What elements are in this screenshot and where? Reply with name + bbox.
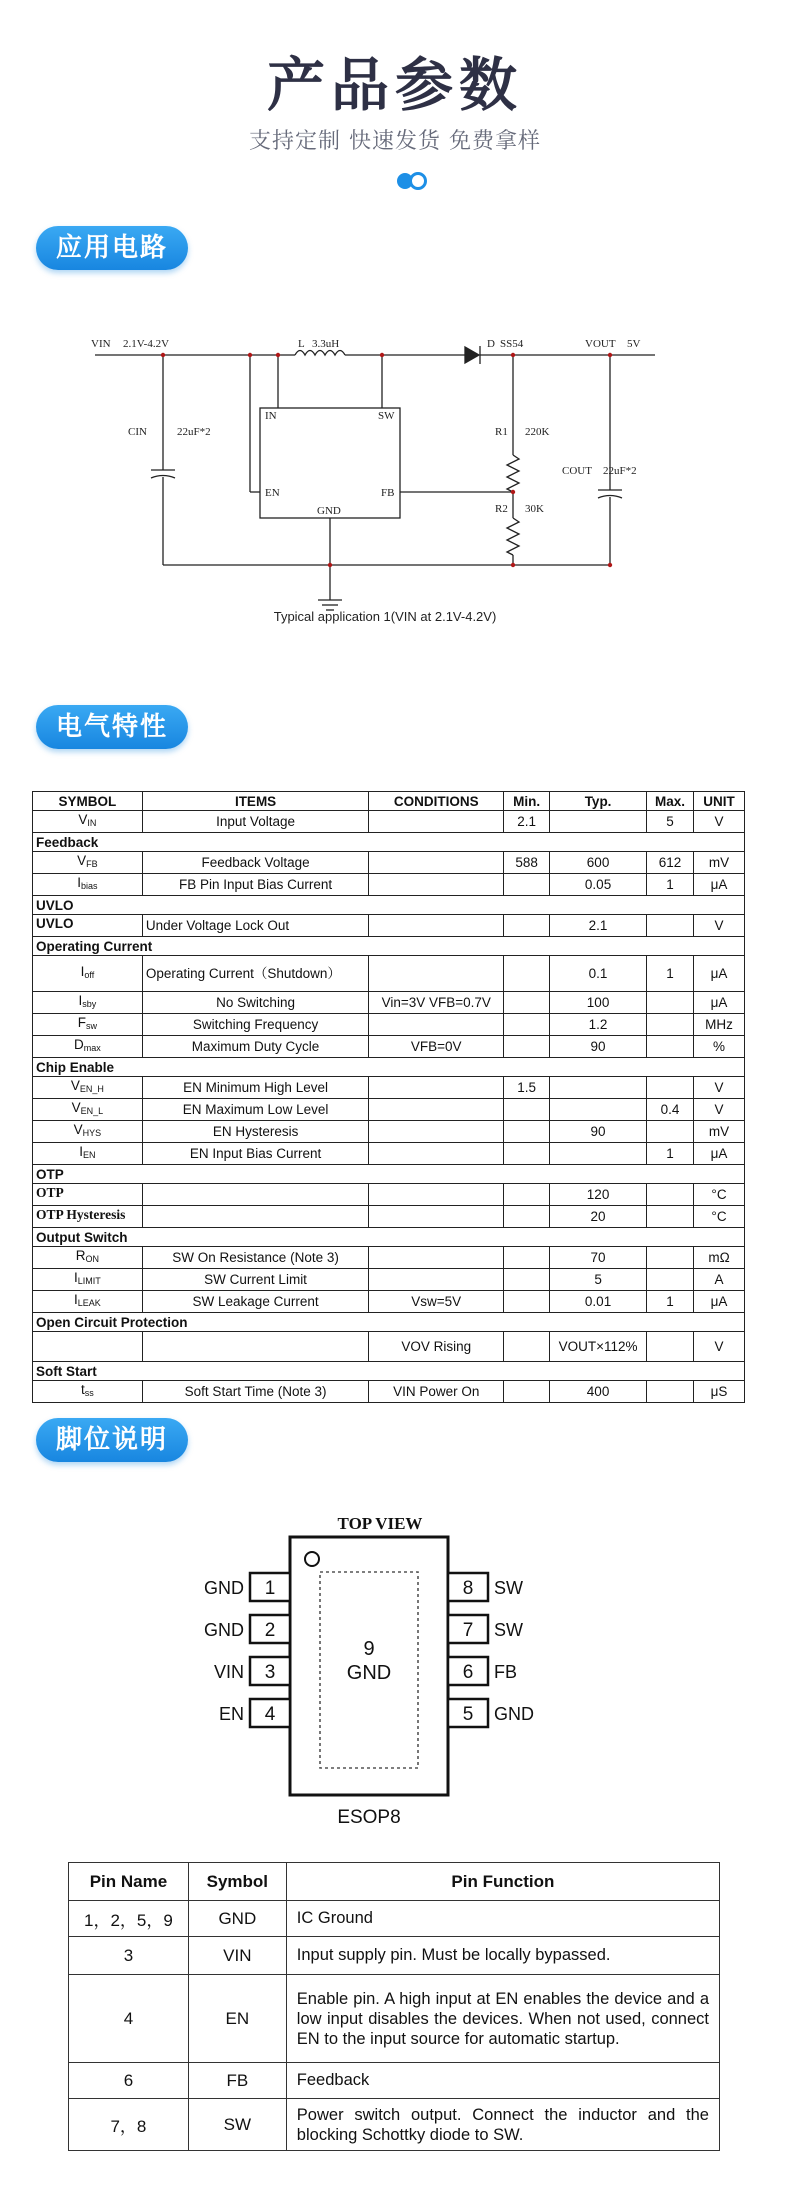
spec-row	[33, 1291, 745, 1313]
spec-min	[504, 1291, 550, 1313]
spec-symbol-main: F	[77, 1015, 87, 1030]
spec-typ	[550, 811, 647, 833]
spec-group-row	[33, 833, 745, 852]
decorative-dots	[397, 172, 433, 190]
spec-max: 612	[647, 852, 694, 874]
spec-symbol-main: R	[75, 1248, 86, 1263]
pin-name: GND	[204, 1620, 244, 1640]
spec-group-label: Feedback	[33, 833, 745, 852]
pin-name: VIN	[213, 1662, 244, 1682]
spec-symbol-sub: LEAK	[77, 1298, 101, 1308]
spec-group-row	[33, 1165, 745, 1184]
pin-name-cell: 4	[69, 1975, 189, 2063]
spec-cond	[369, 1099, 504, 1121]
electrical-spec-table	[32, 791, 745, 1403]
spec-symbol	[33, 915, 143, 937]
spec-max	[647, 915, 694, 937]
spec-item: No Switching	[142, 992, 368, 1014]
spec-symbol	[33, 992, 143, 1014]
col-pin-name: Pin Name	[69, 1863, 189, 1901]
spec-item: Under Voltage Lock Out	[142, 915, 368, 937]
spec-item: EN Input Bias Current	[142, 1143, 368, 1165]
pin-row	[69, 2063, 720, 2099]
spec-symbol	[33, 1036, 143, 1058]
pin-row	[69, 2099, 720, 2151]
spec-unit: V	[694, 1077, 745, 1099]
spec-min	[504, 1269, 550, 1291]
pin-number: 3	[264, 1662, 276, 1683]
spec-unit: %	[694, 1036, 745, 1058]
spec-group-row	[33, 1228, 745, 1247]
spec-min: 588	[504, 852, 550, 874]
spec-symbol-main: V	[73, 1122, 83, 1137]
spec-max	[647, 1121, 694, 1143]
spec-symbol	[33, 1269, 143, 1291]
spec-symbol-sub: sw	[86, 1021, 98, 1031]
spec-group-row	[33, 1362, 745, 1381]
spec-unit: V	[694, 811, 745, 833]
spec-symbol-sub: EN_L	[80, 1106, 104, 1116]
spec-group-label: Chip Enable	[33, 1058, 745, 1077]
spec-min	[504, 1099, 550, 1121]
spec-symbol	[33, 811, 143, 833]
spec-group-row	[33, 937, 745, 956]
spec-item	[142, 1206, 368, 1228]
spec-max	[647, 1247, 694, 1269]
spec-group-label: Soft Start	[33, 1362, 745, 1381]
application-circuit-diagram	[91, 320, 695, 620]
cout-label: COUT	[562, 465, 592, 477]
spec-row	[33, 874, 745, 896]
col-symbol: SYMBOL	[33, 792, 143, 811]
pin-name: SW	[494, 1578, 523, 1598]
spec-symbol-sub: IN	[87, 818, 97, 828]
pin-row	[69, 1975, 720, 2063]
diode-part: SS54	[500, 338, 524, 350]
spec-row	[33, 1247, 745, 1269]
spec-max	[647, 1184, 694, 1206]
col-max: Max.	[647, 792, 694, 811]
spec-item: Operating Current（Shutdown）	[142, 956, 368, 992]
vin-label: VIN	[91, 338, 111, 350]
spec-typ: 90	[550, 1121, 647, 1143]
spec-cond: VOV Rising	[369, 1332, 504, 1362]
spec-unit: °C	[694, 1206, 745, 1228]
spec-symbol	[33, 1206, 143, 1228]
spec-symbol	[33, 1143, 143, 1165]
spec-group-row	[33, 896, 745, 915]
spec-row	[33, 992, 745, 1014]
spec-row	[33, 1143, 745, 1165]
spec-symbol	[33, 956, 143, 992]
pin-row	[69, 1937, 720, 1975]
pin-number: 4	[264, 1704, 276, 1725]
pin-number: 1	[264, 1578, 276, 1599]
pin-row	[69, 1901, 720, 1937]
spec-cond	[369, 1247, 504, 1269]
spec-typ	[550, 1077, 647, 1099]
section-title-pinout: 脚位说明	[36, 1418, 188, 1462]
spec-row	[33, 915, 745, 937]
spec-unit: A	[694, 1269, 745, 1291]
spec-row	[33, 1077, 745, 1099]
col-conditions: CONDITIONS	[369, 792, 504, 811]
page-subtitle: 支持定制 快速发货 免费拿样	[249, 129, 541, 154]
spec-cond	[369, 852, 504, 874]
pin-number: 6	[462, 1662, 474, 1683]
pin-symbol-cell: SW	[188, 2099, 286, 2151]
pin-header-row	[69, 1863, 720, 1901]
spec-min	[504, 1121, 550, 1143]
spec-unit: μA	[694, 992, 745, 1014]
spec-item: SW Current Limit	[142, 1269, 368, 1291]
spec-cond	[369, 1184, 504, 1206]
spec-min	[504, 874, 550, 896]
spec-cond: Vin=3V VFB=0.7V	[369, 992, 504, 1014]
spec-max: 1	[647, 874, 694, 896]
spec-min: 2.1	[504, 811, 550, 833]
ic-pin-en: EN	[265, 487, 280, 499]
spec-min	[504, 1184, 550, 1206]
vin-range: 2.1V-4.2V	[123, 338, 170, 350]
spec-max: 1	[647, 1291, 694, 1313]
spec-unit: μA	[694, 1291, 745, 1313]
spec-symbol-main: V	[70, 1078, 80, 1093]
spec-group-label: Output Switch	[33, 1228, 745, 1247]
spec-symbol-sub: EN	[83, 1150, 96, 1160]
spec-row	[33, 1269, 745, 1291]
spec-max: 0.4	[647, 1099, 694, 1121]
spec-cond	[369, 1206, 504, 1228]
spec-row	[33, 1014, 745, 1036]
spec-typ	[550, 1143, 647, 1165]
spec-unit: MHz	[694, 1014, 745, 1036]
spec-min	[504, 1381, 550, 1403]
spec-typ: 1.2	[550, 1014, 647, 1036]
spec-min	[504, 1143, 550, 1165]
section-title-electrical: 电气特性	[36, 705, 188, 749]
spec-group-row	[33, 1058, 745, 1077]
spec-min	[504, 1206, 550, 1228]
spec-max	[647, 992, 694, 1014]
spec-symbol-sub: bias	[81, 881, 98, 891]
spec-symbol-main: UVLO	[36, 916, 74, 931]
spec-row	[33, 1206, 745, 1228]
spec-symbol	[33, 1291, 143, 1313]
pin-name: GND	[204, 1578, 244, 1598]
diode-label: D	[487, 338, 495, 350]
spec-symbol-main: I	[78, 993, 83, 1008]
spec-symbol-sub: sby	[82, 999, 97, 1009]
spec-symbol-sub: FB	[86, 859, 98, 869]
ic-pin-gnd: GND	[317, 505, 341, 517]
spec-cond	[369, 1143, 504, 1165]
cin-value: 22uF*2	[177, 426, 211, 438]
top-view-label: TOP VIEW	[337, 1514, 423, 1533]
spec-symbol-main: I	[77, 875, 82, 890]
spec-group-row	[33, 1313, 745, 1332]
spec-symbol	[33, 874, 143, 896]
spec-item: Maximum Duty Cycle	[142, 1036, 368, 1058]
spec-item: EN Minimum High Level	[142, 1077, 368, 1099]
spec-symbol	[33, 1077, 143, 1099]
spec-max: 5	[647, 811, 694, 833]
spec-max	[647, 1381, 694, 1403]
pin-name-cell: 1，2，5，9	[69, 1901, 189, 1937]
pin-name: SW	[494, 1620, 523, 1640]
spec-max	[647, 1332, 694, 1362]
pin-symbol-cell: FB	[188, 2063, 286, 2099]
col-pin-function: Pin Function	[286, 1863, 719, 1901]
center-pin-number: 9	[363, 1638, 375, 1660]
pin-name: FB	[494, 1662, 518, 1682]
pin-symbol-cell: EN	[188, 1975, 286, 2063]
spec-row	[33, 852, 745, 874]
spec-min	[504, 915, 550, 937]
spec-typ: 20	[550, 1206, 647, 1228]
pin-number: 2	[264, 1620, 276, 1641]
r1-label: R1	[495, 426, 508, 438]
spec-symbol-main: V	[77, 853, 87, 868]
spec-min	[504, 1332, 550, 1362]
spec-typ: 0.1	[550, 956, 647, 992]
spec-row	[33, 1099, 745, 1121]
spec-typ: 600	[550, 852, 647, 874]
spec-header-row	[33, 792, 745, 811]
spec-symbol-main: I	[74, 1270, 78, 1285]
spec-symbol-sub: LIMIT	[77, 1276, 101, 1286]
spec-row	[33, 811, 745, 833]
spec-cond: Vsw=5V	[369, 1291, 504, 1313]
spec-symbol-main: t	[81, 1382, 85, 1397]
spec-group-label: UVLO	[33, 896, 745, 915]
spec-max	[647, 1269, 694, 1291]
pin-function-cell: IC Ground	[286, 1901, 719, 1937]
spec-item: SW On Resistance (Note 3)	[142, 1247, 368, 1269]
spec-unit: V	[694, 1332, 745, 1362]
spec-symbol-main: I	[80, 964, 85, 979]
spec-item: Input Voltage	[142, 811, 368, 833]
spec-unit: V	[694, 1099, 745, 1121]
spec-item: SW Leakage Current	[142, 1291, 368, 1313]
spec-typ: 2.1	[550, 915, 647, 937]
spec-symbol	[33, 1247, 143, 1269]
spec-min	[504, 992, 550, 1014]
vout-label: VOUT	[585, 338, 616, 350]
cout-value: 22uF*2	[603, 465, 637, 477]
spec-max	[647, 1206, 694, 1228]
ic-pin-sw: SW	[378, 410, 395, 422]
pin-name: EN	[218, 1704, 244, 1724]
spec-min	[504, 956, 550, 992]
spec-cond: VFB=0V	[369, 1036, 504, 1058]
spec-symbol-main: OTP Hysteresis	[36, 1207, 126, 1222]
col-typ: Typ.	[550, 792, 647, 811]
spec-unit: μS	[694, 1381, 745, 1403]
inductor-value: 3.3uH	[312, 338, 340, 350]
col-unit: UNIT	[694, 792, 745, 811]
spec-max	[647, 1036, 694, 1058]
spec-unit: mV	[694, 1121, 745, 1143]
spec-unit: μA	[694, 956, 745, 992]
pin-function-cell: Power switch output. Connect the inductor and the blocking Schottky diode to SW.	[286, 2099, 719, 2151]
r2-label: R2	[495, 503, 508, 515]
spec-item: Feedback Voltage	[142, 852, 368, 874]
spec-item: Soft Start Time (Note 3)	[142, 1381, 368, 1403]
section-title-circuit: 应用电路	[36, 226, 188, 270]
spec-unit: mΩ	[694, 1247, 745, 1269]
spec-cond	[369, 1121, 504, 1143]
spec-typ: VOUT×112%	[550, 1332, 647, 1362]
r1-value: 220K	[525, 426, 550, 438]
pin-number: 5	[462, 1704, 474, 1725]
spec-symbol-main: V	[71, 1100, 81, 1115]
spec-cond	[369, 1077, 504, 1099]
spec-symbol-sub: HYS	[82, 1128, 102, 1138]
spec-group-label: OTP	[33, 1165, 745, 1184]
vout-value: 5V	[627, 338, 641, 350]
spec-item	[142, 1184, 368, 1206]
spec-typ: 100	[550, 992, 647, 1014]
spec-typ: 90	[550, 1036, 647, 1058]
spec-row	[33, 1121, 745, 1143]
spec-symbol	[33, 1332, 143, 1362]
pin-number: 7	[462, 1620, 474, 1641]
spec-item: EN Maximum Low Level	[142, 1099, 368, 1121]
page-title: 产品参数	[266, 51, 523, 119]
spec-symbol-sub: max	[83, 1043, 101, 1053]
spec-typ: 0.01	[550, 1291, 647, 1313]
spec-max	[647, 1014, 694, 1036]
col-pin-symbol: Symbol	[188, 1863, 286, 1901]
spec-typ: 400	[550, 1381, 647, 1403]
inductor-label: L	[298, 338, 305, 350]
spec-item: Switching Frequency	[142, 1014, 368, 1036]
package-label: ESOP8	[337, 1807, 401, 1828]
col-min: Min.	[504, 792, 550, 811]
center-pin-label: GND	[346, 1662, 392, 1684]
pin-function-cell: Enable pin. A high input at EN enables the device and a low input disables the devices. When not used, connect EN to the input source for automatic startup.	[286, 1975, 719, 2063]
spec-cond	[369, 1269, 504, 1291]
pin-number: 8	[462, 1578, 474, 1599]
spec-min	[504, 1247, 550, 1269]
spec-typ: 0.05	[550, 874, 647, 896]
spec-max: 1	[647, 956, 694, 992]
pin-name-cell: 3	[69, 1937, 189, 1975]
cin-label: CIN	[128, 426, 147, 438]
spec-row	[33, 956, 745, 992]
spec-symbol-main: OTP	[36, 1185, 64, 1200]
spec-typ: 70	[550, 1247, 647, 1269]
pin-function-table	[68, 1862, 720, 2151]
spec-typ: 5	[550, 1269, 647, 1291]
pin-function-cell: Feedback	[286, 2063, 719, 2099]
spec-symbol	[33, 1121, 143, 1143]
spec-row	[33, 1381, 745, 1403]
spec-row	[33, 1332, 745, 1362]
spec-symbol-sub: EN_H	[79, 1084, 104, 1094]
pin-function-cell: Input supply pin. Must be locally bypassed.	[286, 1937, 719, 1975]
spec-cond	[369, 811, 504, 833]
spec-max	[647, 1077, 694, 1099]
spec-group-label: Open Circuit Protection	[33, 1313, 745, 1332]
pin-name: GND	[494, 1704, 534, 1724]
spec-cond	[369, 1014, 504, 1036]
spec-symbol	[33, 1014, 143, 1036]
circuit-caption: Typical application 1(VIN at 2.1V-4.2V)	[273, 609, 497, 624]
spec-item: FB Pin Input Bias Current	[142, 874, 368, 896]
spec-typ	[550, 1099, 647, 1121]
spec-row	[33, 1184, 745, 1206]
spec-symbol-sub: off	[84, 970, 95, 980]
spec-symbol-main: V	[78, 812, 88, 827]
spec-cond	[369, 915, 504, 937]
esop8-pinout-diagram	[170, 1505, 590, 1835]
pin-symbol-cell: VIN	[188, 1937, 286, 1975]
spec-min: 1.5	[504, 1077, 550, 1099]
spec-item	[142, 1332, 368, 1362]
pin-name-cell: 7，8	[69, 2099, 189, 2151]
pin-name-cell: 6	[69, 2063, 189, 2099]
spec-cond	[369, 874, 504, 896]
spec-symbol-sub: ON	[85, 1254, 100, 1264]
spec-symbol-main: I	[74, 1292, 78, 1307]
spec-group-label: Operating Current	[33, 937, 745, 956]
spec-min	[504, 1014, 550, 1036]
spec-typ: 120	[550, 1184, 647, 1206]
spec-unit: μA	[694, 874, 745, 896]
spec-symbol-main: I	[79, 1144, 84, 1159]
spec-symbol	[33, 1381, 143, 1403]
spec-unit: μA	[694, 1143, 745, 1165]
spec-symbol	[33, 1099, 143, 1121]
dot-ring-icon	[409, 172, 427, 190]
spec-cond	[369, 956, 504, 992]
spec-symbol-main: D	[74, 1037, 84, 1052]
spec-symbol	[33, 852, 143, 874]
spec-cond: VIN Power On	[369, 1381, 504, 1403]
spec-unit: mV	[694, 852, 745, 874]
spec-unit: °C	[694, 1184, 745, 1206]
spec-min	[504, 1036, 550, 1058]
spec-row	[33, 1036, 745, 1058]
spec-unit: V	[694, 915, 745, 937]
spec-symbol	[33, 1184, 143, 1206]
spec-symbol-sub: ss	[84, 1388, 94, 1398]
ic-pin-fb: FB	[381, 487, 395, 499]
col-items: ITEMS	[142, 792, 368, 811]
r2-value: 30K	[525, 503, 544, 515]
ic-pin-in: IN	[265, 410, 277, 422]
pin-symbol-cell: GND	[188, 1901, 286, 1937]
spec-max: 1	[647, 1143, 694, 1165]
spec-item: EN Hysteresis	[142, 1121, 368, 1143]
